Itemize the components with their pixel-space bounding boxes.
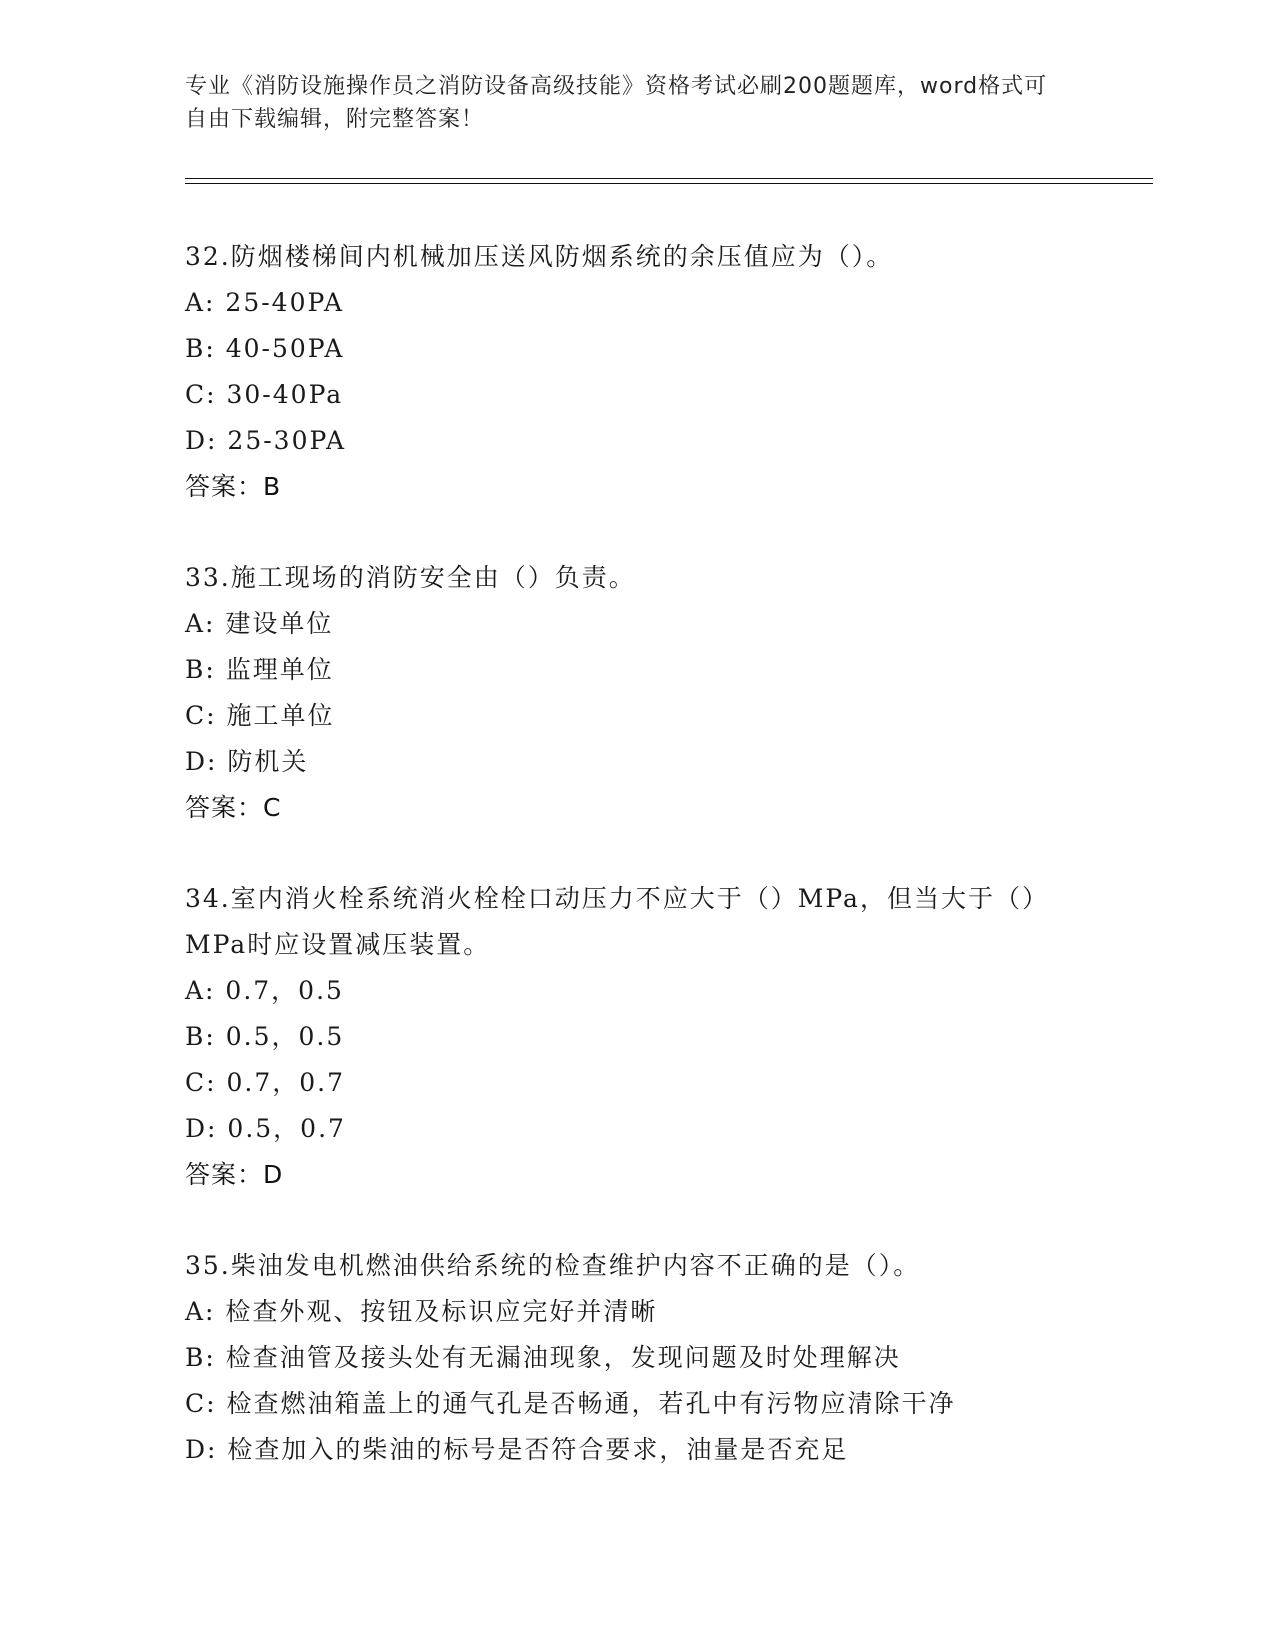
option-d: D: 0.5，0.7	[185, 1114, 346, 1143]
option-c: C: 30-40Pa	[185, 380, 344, 409]
option-a: A: 检查外观、按钮及标识应完好并清晰	[185, 1297, 658, 1326]
option-d: D: 检查加入的柴油的标号是否符合要求，油量是否充足	[185, 1435, 849, 1464]
question-35	[185, 1243, 1065, 1473]
question-stem: 33.施工现场的消防安全由（）负责。	[185, 563, 636, 592]
option-d: D: 25-30PA	[185, 426, 347, 455]
question-stem: 32.防烟楼梯间内机械加压送风防烟系统的余压值应为（）。	[185, 242, 894, 271]
answer-line: 答案：B	[185, 472, 282, 501]
header-divider-top	[185, 178, 1153, 179]
option-b: B: 监理单位	[185, 655, 334, 684]
question-32	[185, 234, 1065, 510]
option-d: D: 防机关	[185, 747, 309, 776]
option-c: C: 检查燃油箱盖上的通气孔是否畅通，若孔中有污物应清除干净	[185, 1389, 956, 1418]
question-33	[185, 555, 1065, 831]
question-stem: 35.柴油发电机燃油供给系统的检查维护内容不正确的是（）。	[185, 1251, 921, 1280]
option-c: C: 0.7，0.7	[185, 1068, 346, 1097]
option-b: B: 0.5，0.5	[185, 1022, 345, 1051]
option-a: A: 25-40PA	[185, 288, 345, 317]
answer-line: 答案：C	[185, 793, 282, 822]
option-b: B: 40-50PA	[185, 334, 345, 363]
question-34	[185, 876, 1065, 1198]
option-a: A: 建设单位	[185, 609, 334, 638]
option-b: B: 检查油管及接头处有无漏油现象，发现问题及时处理解决	[185, 1343, 901, 1372]
answer-line: 答案：D	[185, 1160, 284, 1189]
question-stem: 34.室内消火栓系统消火栓栓口动压力不应大于（）MPa，但当大于（）MPa时应设置减压装置。	[185, 884, 1049, 959]
header-divider-bottom	[185, 183, 1153, 184]
document-intro: 专业《消防设施操作员之消防设备高级技能》资格考试必刷200题题库，word格式可自由下载编辑，附完整答案！	[185, 74, 1048, 132]
option-a: A: 0.7，0.5	[185, 976, 344, 1005]
option-c: C: 施工单位	[185, 701, 335, 730]
